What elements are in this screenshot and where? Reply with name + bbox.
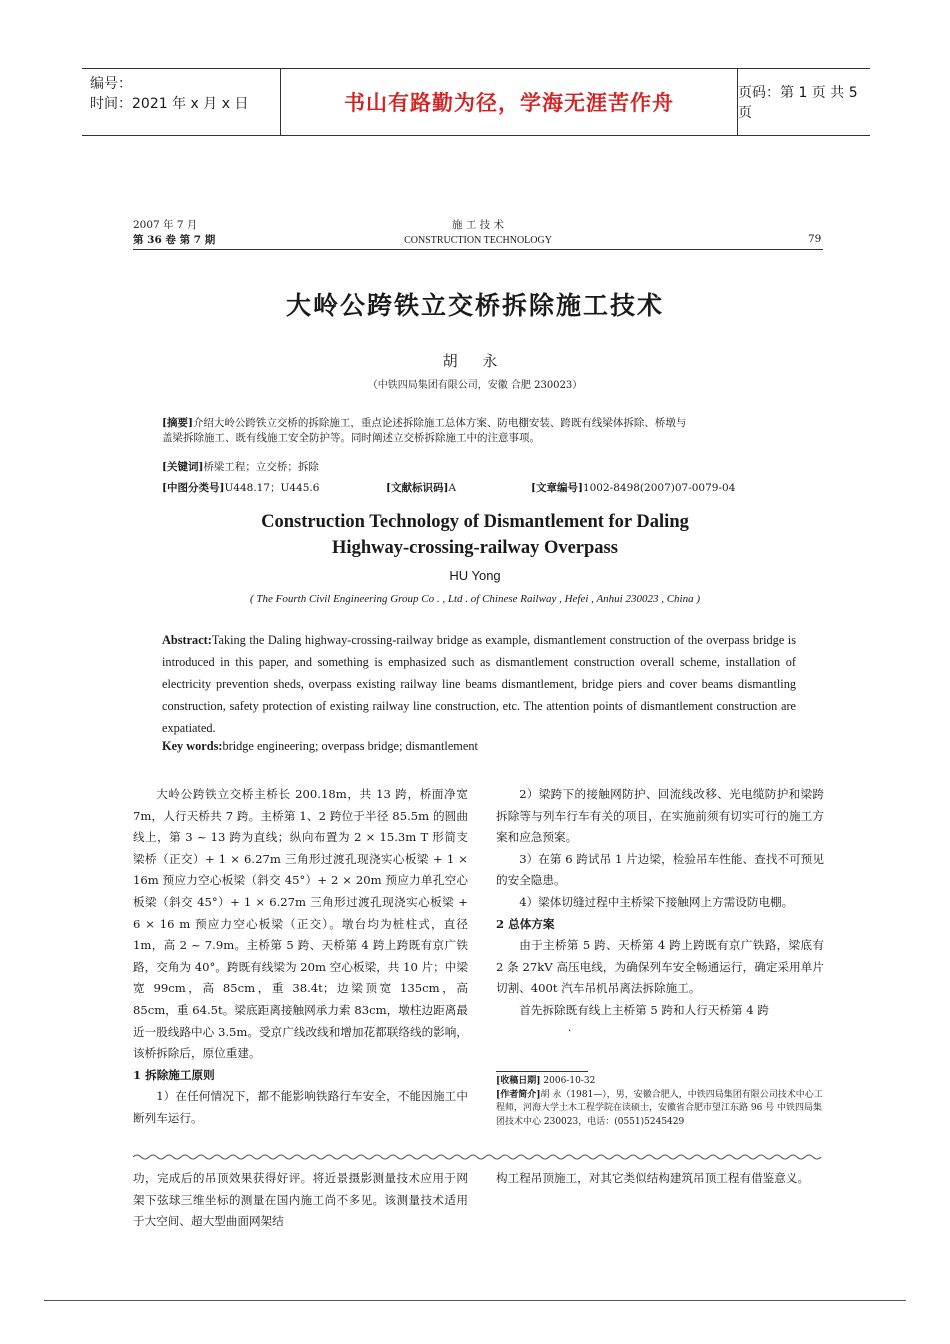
affiliation-en: ( The Fourth Civil Engineering Group Co . , Ltd . of Chinese Railway , Hefei , Anhui 230023 , China )	[249, 593, 701, 605]
motto: 书山有路勤为径，学海无涯苦作舟	[280, 69, 738, 135]
article-number-label: [文章编号]	[531, 482, 583, 494]
clc-label: [中图分类号]	[162, 482, 225, 494]
wavy-separator	[133, 1152, 824, 1162]
affiliation-cn: （中铁四局集团有限公司，安徽 合肥 230023）	[367, 380, 583, 391]
abstract-cn-text-2: 盖梁拆除施工、既有线施工安全防护等。同时阐述立交桥拆除施工中的注意事项。	[162, 432, 540, 444]
number-label: 编号：	[90, 76, 132, 92]
time-label: 时间：2021 年 x 月 x 日	[90, 96, 249, 112]
abstract-cn-label: [摘要]	[162, 417, 193, 429]
title-en-line-2: Highway-crossing-railway Overpass	[332, 538, 618, 558]
clc	[162, 481, 319, 496]
footnote	[496, 1075, 826, 1129]
keywords-en-label: Key words:	[162, 739, 223, 753]
keywords-cn-text: 桥梁工程；立交桥；拆除	[203, 461, 319, 473]
body-column-right	[496, 784, 824, 1022]
keywords-cn-label: [关键词]	[162, 461, 204, 473]
title-en	[0, 509, 950, 561]
bottom-rule	[44, 1300, 906, 1301]
journal-date: 2007 年 7 月	[133, 219, 198, 231]
doc-code-text: A	[448, 482, 457, 494]
author-en: HU Yong	[449, 568, 501, 583]
abstract-cn	[162, 416, 802, 446]
paragraph: 大岭公跨铁立交桥主桥长 200.18m，共 13 跨，桥面净宽 7m，人行天桥共 7 跨。主桥第 1、2 跨位于半径 85.5m 的圆曲线上，第 3 ~ 13 跨为直线；纵向布置为 2 × 15.3m T 形简支梁桥（正交）+ 1 × 6.27m 三角形过渡孔现浇实心板梁 + 1 × 16m 预应力空心板梁（斜交 45°）+ 2 × 20m 预应力单孔空心板梁（斜交 45°）+ 1 × 6.27m 三角形过渡孔现浇实心板梁 + 6 × 16 m 预应力空心板梁（正交）。墩台均为桩柱式，直径 1m，高 2 ~ 7.9m。主桥第 5 跨、天桥第 4 跨上跨既有京广铁路，交角为 40°。跨既有线梁为 20m 空心板梁，共 10 片；中梁宽 99cm，高 85cm，重 38.4t；边梁顶宽 135cm，高 85cm，重 64.5t。梁底距离接触网承力索 83cm，墩柱边距离最近一股线路中心 3.5m。受京广线改线和增加花都联络线的影响，该桥拆除后，原位重建。	[133, 787, 468, 1061]
body-column-left	[133, 784, 468, 1130]
section-heading-1: 1 拆除施工原则	[133, 1067, 215, 1082]
stray-dot: ·	[568, 1026, 572, 1037]
abstract-cn-text-1: 介绍大岭公跨铁立交桥的拆除施工，重点论述拆除施工总体方案、防电棚安装、跨既有线梁体拆除、桥墩与	[192, 417, 687, 429]
paragraph: 4）梁体切缝过程中主桥梁下接触网上方需设防电棚。	[519, 894, 794, 909]
bottom-text-left: 功，完成后的吊顶效果获得好评。将近景摄影测量技术应用于网架下弦球三维坐标的测量在国内施工尚不多见。该测量技术适用于大空间、超大型曲面网架结	[133, 1171, 468, 1229]
journal-name-cn: 施 工 技 术	[451, 219, 504, 231]
footnote-received	[496, 1075, 826, 1089]
article-number-text: 1002-8498(2007)07-0079-04	[582, 482, 736, 494]
paragraph: 3）在第 6 跨试吊 1 片边梁，检验吊车性能、查找不可预见的安全隐患。	[496, 851, 824, 888]
journal-issue	[133, 218, 215, 248]
paragraph: 首先拆除既有线上主桥第 5 跨和人行天桥第 4 跨	[519, 1002, 769, 1017]
clc-text: U448.17；U445.6	[224, 482, 320, 494]
doc-code	[386, 481, 456, 496]
received-date: 2006-10-32	[543, 1076, 596, 1086]
abstract-en-text: Taking the Daling highway-crossing-railway bridge as example, dismantlement construction of the overpass bridge is introduced in this paper, and something is emphasized such as dismantlement construction overall scheme, installation of electricity prevention sheds, overpass existing railway line beams dismantlement, bridge piers and cover beams dismantling construction, safety protection of existing railway line construction, etc. The attention points of dismantlement construction are expatiated.	[162, 633, 796, 735]
journal-page-number: 79	[808, 233, 822, 245]
page-label: 页码：第 1 页 共 5 页	[738, 85, 858, 121]
author-bio: 胡 永（1981—），男，安徽合肥人，中铁四局集团有限公司技术中心工程师，河海大学土木工程学院在读硕士，安徽省合肥市望江东路 96 号 中铁四局集团技术中心 230023，电话：(0551)5245429	[496, 1089, 823, 1127]
article-number	[531, 481, 735, 496]
footnote-author	[496, 1089, 826, 1130]
journal-volume: 第 36 卷 第 7 期	[133, 234, 216, 246]
keywords-cn	[162, 460, 319, 475]
author-cn: 胡 永	[442, 352, 508, 370]
section-heading-2: 2 总体方案	[496, 916, 555, 931]
title-cn: 大岭公跨铁立交桥拆除施工技术	[285, 291, 664, 320]
journal-name-en: CONSTRUCTION TECHNOLOGY	[404, 235, 552, 246]
abstract-en	[162, 629, 796, 739]
journal-name	[396, 218, 560, 248]
paragraph: 1）在任何情况下，都不能影响铁路行车安全，不能因施工中断列车运行。	[133, 1089, 468, 1125]
title-en-line-1: Construction Technology of Dismantlement for Daling	[261, 512, 689, 532]
paragraph: 2）梁跨下的接触网防护、回流线改移、光电缆防护和梁跨拆除等与列车行车有关的项目，在实施前须有切实可行的施工方案和应急预案。	[496, 787, 824, 845]
bottom-text-right: 构工程吊顶施工，对其它类似结构建筑吊顶工程有借鉴意义。	[496, 1171, 810, 1185]
footnote-rule	[496, 1071, 588, 1072]
author-bio-label: [作者简介]	[496, 1089, 541, 1100]
doc-code-label: [文献标识码]	[386, 482, 449, 494]
keywords-en	[162, 739, 796, 754]
header-info	[82, 69, 280, 135]
paragraph: 由于主桥第 5 跨、天桥第 4 跨上跨既有京广铁路，梁底有 2 条 27kV 高压电线，为确保列车安全畅通运行，确定采用单片切割、400t 汽车吊机吊离法拆除施工。	[496, 938, 824, 996]
document-header	[82, 68, 870, 136]
received-label: [收稿日期]	[496, 1076, 541, 1086]
keywords-en-text: bridge engineering; overpass bridge; dismantlement	[222, 739, 478, 753]
header-rule	[133, 249, 823, 250]
abstract-en-label: Abstract:	[162, 633, 212, 647]
